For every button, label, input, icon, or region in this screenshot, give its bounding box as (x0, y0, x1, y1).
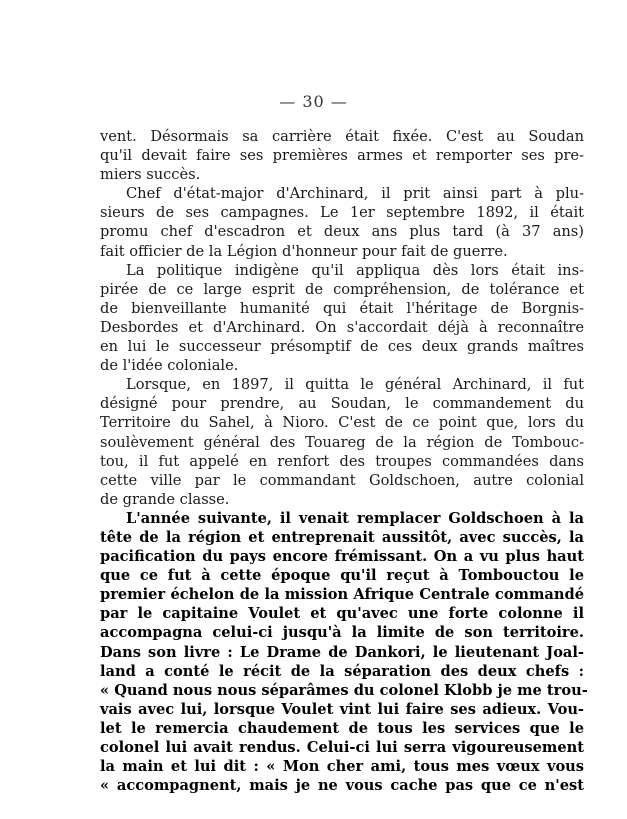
text-line: soulèvement général des Touareg de la région de Tombouc- (100, 433, 584, 451)
text-line: pacification du pays encore frémissant. On a vu plus haut (100, 548, 584, 566)
text-line: désigné pour prendre, au Soudan, le commandement du (100, 395, 584, 413)
text-line: qu'il devait faire ses premières armes et remporter ses pre- (100, 147, 584, 165)
text-line: cette ville par le commandant Goldschoen, autre colonial (100, 471, 584, 489)
text-line: promu chef d'escadron et deux ans plus tard (à 37 ans) (100, 223, 584, 241)
text-line: vais avec lui, lorsque Voulet vint lui faire ses adieux. Vou- (100, 700, 584, 718)
page-number: — 30 — (279, 92, 348, 111)
text-line: colonel lui avait rendus. Celui-ci lui serra vigoureusement (100, 739, 584, 756)
text-line: par le capitaine Voulet et qu'avec une forte colonne il (100, 605, 584, 623)
text-line: let le remercia chaudement de tous les services que le (100, 719, 584, 737)
text-line: « accompagnent, mais je ne vous cache pas que ce n'est (100, 777, 584, 795)
text-line: « Quand nous nous séparâmes du colonel Klobb je me trou- (100, 681, 588, 699)
text-line: que ce fut à cette époque qu'il reçut à Tombouctou le (100, 567, 584, 585)
text-line: miers succès. (100, 166, 201, 184)
text-line: Chef d'état-major d'Archinard, il prit ainsi part à plu- (126, 185, 584, 203)
text-line: premier échelon de la mission Afrique Centrale commandé (100, 586, 584, 604)
text-line: en lui le successeur présomptif de ces deux grands maîtres (100, 338, 584, 356)
body-text (100, 127, 588, 795)
text-line: de l'idée coloniale. (100, 357, 239, 375)
text-line: La politique indigène qu'il appliqua dès lors était ins- (126, 261, 584, 279)
text-line: tou, il fut appelé en renfort des troupes commandées dans (100, 452, 584, 470)
text-line: land a conté le récit de la séparation des deux chefs : (100, 662, 584, 680)
text-line: fait officier de la Légion d'honneur pour fait de guerre. (100, 242, 508, 260)
text-line: de bienveillante humanité qui était l'héritage de Borgnis- (100, 299, 584, 317)
text-line: pirée de ce large esprit de compréhension, de tolérance et (100, 280, 584, 298)
text-line: la main et lui dit : « Mon cher ami, tous mes vœux vous (100, 758, 584, 776)
text-line: Dans son livre : Le Drame de Dankori, le lieutenant Joal- (100, 643, 584, 661)
text-line: Territoire du Sahel, à Nioro. C'est de ce point que, lors du (100, 414, 584, 432)
text-line: accompagna celui-ci jusqu'à la limite de son territoire. (100, 624, 584, 642)
text-line: L'année suivante, il venait remplacer Goldschoen à la (126, 509, 584, 527)
text-line: Lorsque, en 1897, il quitta le général Archinard, il fut (126, 376, 584, 394)
text-line: de grande classe. (100, 490, 230, 508)
text-line: tête de la région et entreprenait aussitôt, avec succès, la (100, 528, 584, 546)
text-line: vent. Désormais sa carrière était fixée. C'est au Soudan (100, 128, 584, 145)
text-line: Desbordes et d'Archinard. On s'accordait déjà à reconnaître (100, 318, 584, 336)
text-line: sieurs de ses campagnes. Le 1er septembre 1892, il était (100, 204, 584, 222)
